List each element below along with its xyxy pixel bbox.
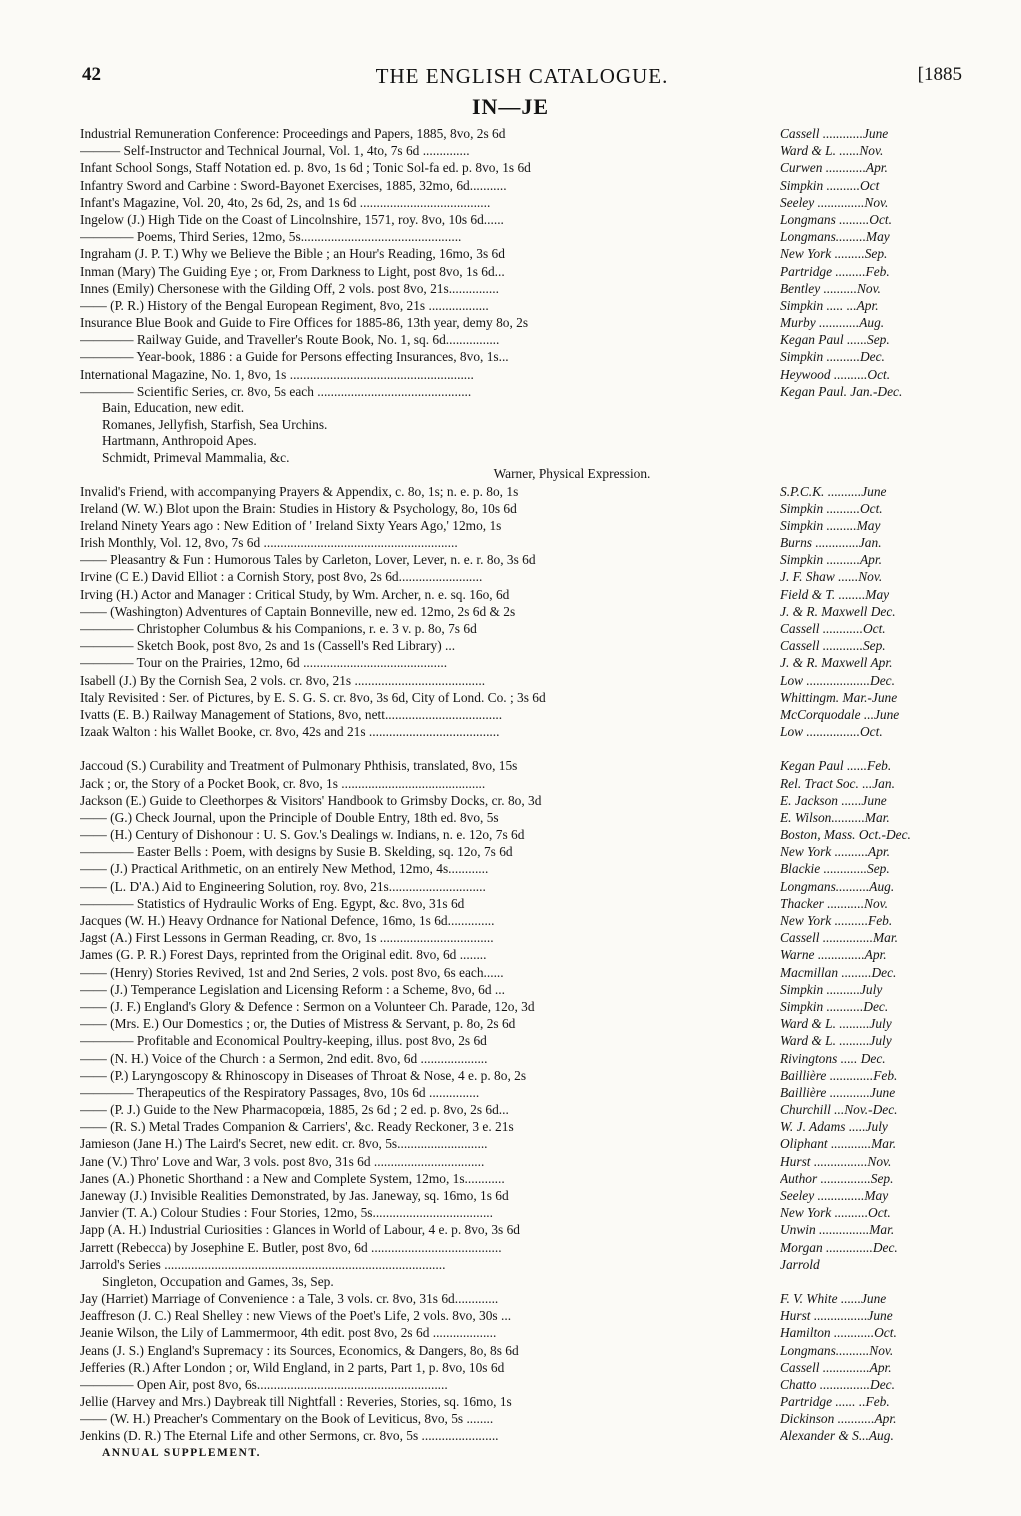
entry-text: —— (P.) Laryngoscopy & Rhinoscopy in Diseases of Throat & Nose, 4 e. p. 8o, 2s [80,1067,527,1083]
entry-text: Jamieson (Jane H.) The Laird's Secret, new edit. cr. 8vo, 5s........................... [80,1136,488,1152]
catalogue-entry [80,159,960,176]
entry-publisher: Field & T. ........May [780,586,890,602]
catalogue-entry [80,757,960,774]
entry-publisher: Kegan Paul ......Sep. [780,332,890,348]
entry-publisher: Hurst ................June [780,1308,893,1324]
entry-publisher: New York .........Sep. [780,246,888,262]
catalogue-entry [80,1015,960,1032]
page-header [82,64,962,96]
entry-publisher: J. & R. Maxwell Dec. [780,603,896,619]
catalogue-entry [80,280,960,297]
entry-publisher: F. V. White ......June [780,1290,887,1306]
catalogue-entry [80,1050,960,1067]
entry-text: Ireland (W. W.) Blot upon the Brain: Studies in History & Psychology, 8o, 10s 6d [80,500,517,516]
catalogue-entry [80,689,960,706]
catalogue-body [80,125,960,1461]
catalogue-entry [80,1153,960,1170]
entry-publisher: Ward & L. .........July [780,1033,892,1049]
entries-j2-list [80,1290,960,1445]
catalogue-entry [80,1101,960,1118]
catalogue-entry [80,860,960,877]
entry-publisher: Low ...................Dec. [780,672,895,688]
entry-publisher: Heywood ..........Oct. [780,366,891,382]
entries-in-list [80,125,960,400]
entry-text: Inman (Mary) The Guiding Eye ; or, From Darkness to Light, post 8vo, 1s 6d... [80,263,505,279]
catalogue-entry [80,383,960,400]
entry-text: ———— Profitable and Economical Poultry-keeping, illus. post 8vo, 2s 6d [80,1033,487,1049]
entry-text: Infantry Sword and Carbine : Sword-Bayonet Exercises, 1885, 32mo, 6d........... [80,177,507,193]
entry-text: ———— Scientific Series, cr. 8vo, 5s each .............................................. [80,383,472,399]
entry-publisher: Simpkin .........May [780,517,881,533]
entry-publisher: Simpkin ...........Dec. [780,998,889,1014]
catalogue-entry [80,586,960,603]
entry-text: Jay (Harriet) Marriage of Convenience : a Tale, 3 vols. cr. 8vo, 31s 6d............. [80,1290,499,1306]
entry-publisher: Morgan ..............Dec. [780,1239,898,1255]
entry-text: ———— Easter Bells : Poem, with designs by Susie B. Skelding, sq. 12o, 7s 6d [80,844,513,860]
entry-text: Jagst (A.) First Lessons in German Reading, cr. 8vo, 1s .................................. [80,930,494,946]
entry-publisher: S.P.C.K. ..........June [780,483,887,499]
catalogue-entry [80,245,960,262]
entry-publisher: Partridge ...... ..Feb. [780,1394,890,1410]
entry-text: —— (G.) Check Journal, upon the Principle of Double Entry, 18th ed. 8vo, 5s [80,809,499,825]
entry-text: —— (J.) Temperance Legislation and Licensing Reform : a Scheme, 8vo, 6d ... [80,981,505,997]
entry-publisher: McCorquodale ...June [780,706,900,722]
entry-publisher: Longmans..........Nov. [780,1342,894,1358]
entry-publisher: Hurst ................Nov. [780,1153,892,1169]
catalogue-entry [80,981,960,998]
catalogue-entry [80,895,960,912]
section-heading: IN—JE [471,94,550,119]
entry-publisher: Author ...............Sep. [780,1170,894,1186]
catalogue-entry [80,211,960,228]
catalogue-entry [80,500,960,517]
entry-publisher: Seeley ..............Nov. [780,194,889,210]
catalogue-entry [80,1170,960,1187]
entry-text: Jeanie Wilson, the Lily of Lammermoor, 4th edit. post 8vo, 2s 6d ................... [80,1325,497,1341]
entry-publisher: Murby ............Aug. [780,315,885,331]
entry-text: ——— Self-Instructor and Technical Journal, Vol. 1, 4to, 7s 6d .............. [80,143,470,159]
catalogue-entry [80,517,960,534]
series-title: Romanes, Jellyfish, Starfish, Sea Urchins. [102,416,328,432]
catalogue-entry [80,194,960,211]
entry-text: —— (Washington) Adventures of Captain Bonneville, new ed. 12mo, 2s 6d & 2s [80,603,516,619]
entry-text: —— (J.) Practical Arithmetic, on an entirely New Method, 12mo, 4s............ [80,861,489,877]
entry-text: —— (L. D'A.) Aid to Engineering Solution, roy. 8vo, 21s............................. [80,878,486,894]
entry-text: —— (R. S.) Metal Trades Companion & Carriers', &c. Ready Reckoner, 3 e. 21s [80,1119,514,1135]
entry-text: Ivatts (E. B.) Railway Management of Stations, 8vo, nett................................... [80,706,503,722]
catalogue-entry [80,1221,960,1238]
catalogue-entry [80,878,960,895]
entry-publisher: Simpkin ..... ...Apr. [780,297,879,313]
entry-publisher: Cassell ............Oct. [780,621,886,636]
catalogue-entry [80,672,960,689]
catalogue-entry [80,1239,960,1256]
catalogue-entry [80,1307,960,1324]
entry-publisher: E. Wilson..........Mar. [780,809,890,825]
catalogue-entry [80,1324,960,1341]
entry-publisher: Cassell ............Sep. [780,638,886,654]
catalogue-entry [80,534,960,551]
entry-text: ———— Tour on the Prairies, 12mo, 6d ........................................... [80,655,448,671]
entry-publisher: Churchill ...Nov.-Dec. [780,1102,898,1118]
running-title: THE ENGLISH CATALOGUE. [375,64,669,88]
entry-text: Innes (Emily) Chersonese with the Gilding Off, 2 vols. post 8vo, 21s............... [80,280,499,296]
catalogue-entry [80,483,960,500]
entry-text: Irvine (C E.) David Elliot : a Cornish Story, post 8vo, 2s 6d......................... [80,569,483,585]
catalogue-entry [80,1084,960,1101]
entry-publisher: Cassell ...............Mar. [780,930,898,946]
entry-publisher: Kegan Paul. Jan.-Dec. [780,383,903,399]
catalogue-entry [80,314,960,331]
catalogue-entry [80,1376,960,1393]
catalogue-entry [80,568,960,585]
entry-publisher: Burns .............Jan. [780,535,882,551]
entry-publisher: Partridge .........Feb. [780,263,890,279]
entry-publisher: J. F. Shaw ......Nov. [780,569,883,585]
entry-text: Jefferies (R.) After London ; or, Wild England, in 2 parts, Part 1, p. 8vo, 10s 6d [80,1359,505,1375]
entry-text: Isabell (J.) By the Cornish Sea, 2 vols. cr. 8vo, 21s ....................................... [80,672,486,688]
catalogue-entry [80,637,960,654]
entry-publisher: W. J. Adams .....July [780,1119,888,1135]
entry-text: Ingraham (J. P. T.) Why we Believe the Bible ; an Hour's Reading, 16mo, 3s 6d [80,246,505,262]
entry-publisher: Simpkin ..........Apr. [780,552,882,568]
entry-text: Irish Monthly, Vol. 12, 8vo, 7s 6d .......................................................... [80,535,458,551]
entry-text: Industrial Remuneration Conference: Proceedings and Papers, 1885, 8vo, 2s 6d [80,126,506,141]
entry-publisher: Kegan Paul ......Feb. [780,758,892,774]
series-title: Hartmann, Anthropoid Apes. [102,433,257,448]
entry-text: Infant School Songs, Staff Notation ed. p. 8vo, 1s 6d ; Tonic Sol-fa ed. p. 8vo, 1s 6d [80,160,531,176]
entry-text: Irving (H.) Actor and Manager : Critical Study, by Wm. Archer, n. e. sq. 16o, 6d [80,586,510,602]
entry-publisher: Macmillan .........Dec. [780,964,897,980]
entry-text: Japp (A. H.) Industrial Curiosities : Glances in World of Labour, 4 e. p. 8vo, 3s 6d [80,1222,520,1238]
catalogue-entry [80,348,960,365]
entry-publisher: Seeley ..............May [780,1188,889,1203]
entry-publisher: Whittingm. Mar.-June [780,689,898,705]
entry-publisher: Chatto ...............Dec. [780,1376,895,1392]
catalogue-entry [80,263,960,280]
jarrold-note: Singleton, Occupation and Games, 3s, Sep. [102,1273,334,1289]
entry-publisher: Bentley ..........Nov. [780,280,881,296]
catalogue-entry [80,1427,960,1444]
entry-text: Ingelow (J.) High Tide on the Coast of Lincolnshire, 1571, roy. 8vo, 10s 6d...... [80,211,504,227]
catalogue-entry [80,775,960,792]
entry-text: Jarrold's Series .................................................................................... [80,1256,446,1272]
catalogue-entry [80,912,960,929]
catalogue-entry [80,1032,960,1049]
catalogue-entry [80,228,960,245]
entry-text: Janeway (J.) Invisible Realities Demonstrated, by Jas. Janeway, sq. 16mo, 1s 6d [80,1188,509,1203]
entry-publisher: New York ..........Apr. [780,844,890,860]
catalogue-entry [80,1342,960,1359]
year-marker: [1885 [917,64,962,85]
catalogue-entry [80,929,960,946]
entry-publisher: Longmans.........May [780,229,890,245]
entries-j-list [80,757,960,1273]
entry-text: James (G. P. R.) Forest Days, reprinted from the Original edit. 8vo, 6d ........ [80,947,487,963]
entry-publisher: Baillière .............Feb. [780,1067,898,1083]
entry-text: Jeans (J. S.) England's Supremacy : its Sources, Economics, & Dangers, 8o, 8s 6d [80,1342,519,1358]
entry-publisher: New York ..........Feb. [780,913,893,928]
catalogue-entry [80,603,960,620]
entry-publisher: J. & R. Maxwell Apr. [780,655,893,671]
entry-text: ———— Sketch Book, post 8vo, 2s and 1s (Cassell's Red Library) ... [80,638,456,654]
series-titles [80,400,960,483]
catalogue-entry [80,331,960,348]
entry-text: —— Pleasantry & Fun : Humorous Tales by Carleton, Lover, Lever, n. e. r. 8o, 3s 6d [80,552,536,568]
entry-text: Janvier (T. A.) Colour Studies : Four Stories, 12mo, 5s.................................... [80,1205,493,1221]
entry-publisher: E. Jackson ......June [780,792,887,808]
entry-text: Infant's Magazine, Vol. 20, 4to, 2s 6d, 2s, and 1s 6d ....................................... [80,194,491,210]
entry-publisher: Longmans..........Aug. [780,878,895,894]
entry-text: ———— Statistics of Hydraulic Works of Eng. Egypt, &c. 8vo, 31s 6d [80,895,465,911]
entry-publisher: Simpkin ..........July [780,981,883,997]
series-title: Schmidt, Primeval Mammalia, &c. [102,449,290,465]
entry-publisher: Cassell ............June [780,126,889,141]
catalogue-entry [80,1256,960,1273]
entry-publisher: Ward & L. .........July [780,1016,892,1032]
entry-text: Jeaffreson (J. C.) Real Shelley : new Views of the Poet's Life, 2 vols. 8vo, 30s ... [80,1308,512,1324]
catalogue-entry [80,1393,960,1410]
catalogue-entry [80,723,960,740]
catalogue-entry [80,654,960,671]
catalogue-entry [80,946,960,963]
catalogue-entry [80,297,960,314]
entry-text: Jellie (Harvey and Mrs.) Daybreak till Nightfall : Reveries, Stories, sq. 16mo, 1s [80,1394,512,1410]
entry-publisher: Hamilton ............Oct. [780,1325,897,1341]
catalogue-entry [80,1135,960,1152]
entry-publisher: Oliphant ............Mar. [780,1136,897,1152]
entry-publisher: Thacker ...........Nov. [780,895,888,911]
entry-text: —— (P. J.) Guide to the New Pharmacopœia, 1885, 2s 6d ; 2 ed. p. 8vo, 2s 6d... [80,1102,509,1118]
catalogue-entry [80,706,960,723]
catalogue-entry [80,1118,960,1135]
entry-publisher: Baillière ............June [780,1084,896,1100]
entry-publisher: Blackie .............Sep. [780,861,890,877]
catalogue-entry [80,1410,960,1427]
entry-text: —— (P. R.) History of the Bengal European Regiment, 8vo, 21s .................. [80,297,489,313]
catalogue-entry [80,1204,960,1221]
catalogue-entry [80,1290,960,1307]
entry-text: ———— Poems, Third Series, 12mo, 5s................................................ [80,229,462,245]
catalogue-entry [80,177,960,194]
entry-text: ———— Therapeutics of the Respiratory Passages, 8vo, 10s 6d ............... [80,1084,480,1100]
catalogue-entry [80,809,960,826]
catalogue-entry [80,1359,960,1376]
entry-text: Italy Revisited : Ser. of Pictures, by E. S. G. S. cr. 8vo, 3s 6d, City of Lond. Co. ; 3s 6d [80,689,546,705]
catalogue-entry [80,1187,960,1204]
catalogue-entry [80,964,960,981]
entry-text: ———— Open Air, post 8vo, 6s......................................................... [80,1376,448,1392]
entry-publisher: Simpkin ..........Dec. [780,349,885,365]
entry-text: ———— Year-book, 1886 : a Guide for Persons effecting Insurances, 8vo, 1s... [80,349,509,365]
entry-publisher: Curwen ............Apr. [780,160,888,176]
series-title: Warner, Physical Expression. [493,466,651,481]
entry-text: —— (Henry) Stories Revived, 1st and 2nd Series, 2 vols. post 8vo, 6s each...... [80,964,504,980]
entry-publisher: Unwin ...............Mar. [780,1222,895,1238]
entry-publisher: Rivingtons ..... Dec. [780,1050,886,1066]
entry-publisher: New York ..........Oct. [780,1205,891,1221]
entry-text: ———— Christopher Columbus & his Companions, r. e. 3 v. p. 8o, 7s 6d [80,621,477,636]
entry-publisher: Low ................Oct. [780,724,883,740]
entry-text: Janes (A.) Phonetic Shorthand : a New and Complete System, 12mo, 1s............ [80,1170,505,1186]
catalogue-entry [80,1067,960,1084]
catalogue-entry [80,366,960,383]
entry-publisher: Boston, Mass. Oct.-Dec. [780,827,911,843]
entry-text: Jacques (W. H.) Heavy Ordnance for National Defence, 16mo, 1s 6d.............. [80,913,495,928]
entry-text: —— (J. F.) England's Glory & Defence : Sermon on a Volunteer Ch. Parade, 12o, 3d [80,998,535,1014]
entry-text: Invalid's Friend, with accompanying Prayers & Appendix, c. 8o, 1s; n. e. p. 8o, 1s [80,483,519,499]
entry-text: Jarrett (Rebecca) by Josephine E. Butler, post 8vo, 6d ....................................... [80,1239,502,1255]
entry-publisher: Dickinson ...........Apr. [780,1411,897,1427]
entry-publisher: Simpkin ..........Oct [780,177,880,193]
entry-text: Izaak Walton : his Wallet Booke, cr. 8vo, 42s and 21s ....................................... [80,724,500,740]
entry-text: —— (W. H.) Preacher's Commentary on the Book of Leviticus, 8vo, 5s ........ [80,1411,494,1427]
entry-text: ———— Railway Guide, and Traveller's Route Book, No. 1, sq. 6d................ [80,332,500,348]
series-title: Bain, Education, new edit. [102,400,245,415]
entry-text: —— (H.) Century of Dishonour : U. S. Gov.'s Dealings w. Indians, n. e. 12o, 7s 6d [80,827,525,843]
entry-publisher: Simpkin ..........Oct. [780,500,883,516]
catalogue-entry [80,998,960,1015]
catalogue-entry [80,620,960,637]
entry-text: Jack ; or, the Story of a Pocket Book, cr. 8vo, 1s ........................................... [80,775,486,791]
entry-text: International Magazine, No. 1, 8vo, 1s ....................................................... [80,366,474,382]
entry-publisher: Cassell ..............Apr. [780,1359,892,1375]
entry-publisher: Jarrold [780,1256,820,1272]
entry-text: Insurance Blue Book and Guide to Fire Offices for 1885-86, 13th year, demy 8o, 2s [80,315,529,331]
catalogue-entry [80,826,960,843]
entry-publisher: Longmans .........Oct. [780,211,892,227]
entry-publisher: Alexander & S...Aug. [780,1428,894,1444]
entry-text: Jenkins (D. R.) The Eternal Life and other Sermons, cr. 8vo, 5s ....................... [80,1428,499,1444]
entry-text: Jane (V.) Thro' Love and War, 3 vols. post 8vo, 31s 6d ................................. [80,1153,485,1169]
entry-publisher: Rel. Tract Soc. ...Jan. [780,775,895,791]
catalogue-entry [80,125,960,142]
catalogue-entry [80,843,960,860]
catalogue-entry [80,551,960,568]
entry-publisher: Ward & L. ......Nov. [780,143,884,159]
entry-text: Ireland Ninety Years ago : New Edition of ' Ireland Sixty Years Ago,' 12mo, 1s [80,517,502,533]
page-number: 42 [82,64,101,85]
entry-text: Jackson (E.) Guide to Cleethorpes & Visitors' Handbook to Grimsby Docks, cr. 8o, 3d [80,792,542,808]
entry-text: —— (Mrs. E.) Our Domestics ; or, the Duties of Mistress & Servant, p. 8o, 2s 6d [80,1016,516,1032]
footer-label: ANNUAL SUPPLEMENT. [102,1446,262,1459]
entry-text: Jaccoud (S.) Curability and Treatment of Pulmonary Phthisis, translated, 8vo, 15s [80,758,518,774]
entries-inv-list [80,483,960,741]
catalogue-entry [80,792,960,809]
entry-publisher: Warne ..............Apr. [780,947,887,963]
catalogue-entry [80,142,960,159]
entry-text: —— (N. H.) Voice of the Church : a Sermon, 2nd edit. 8vo, 6d .................... [80,1050,488,1066]
